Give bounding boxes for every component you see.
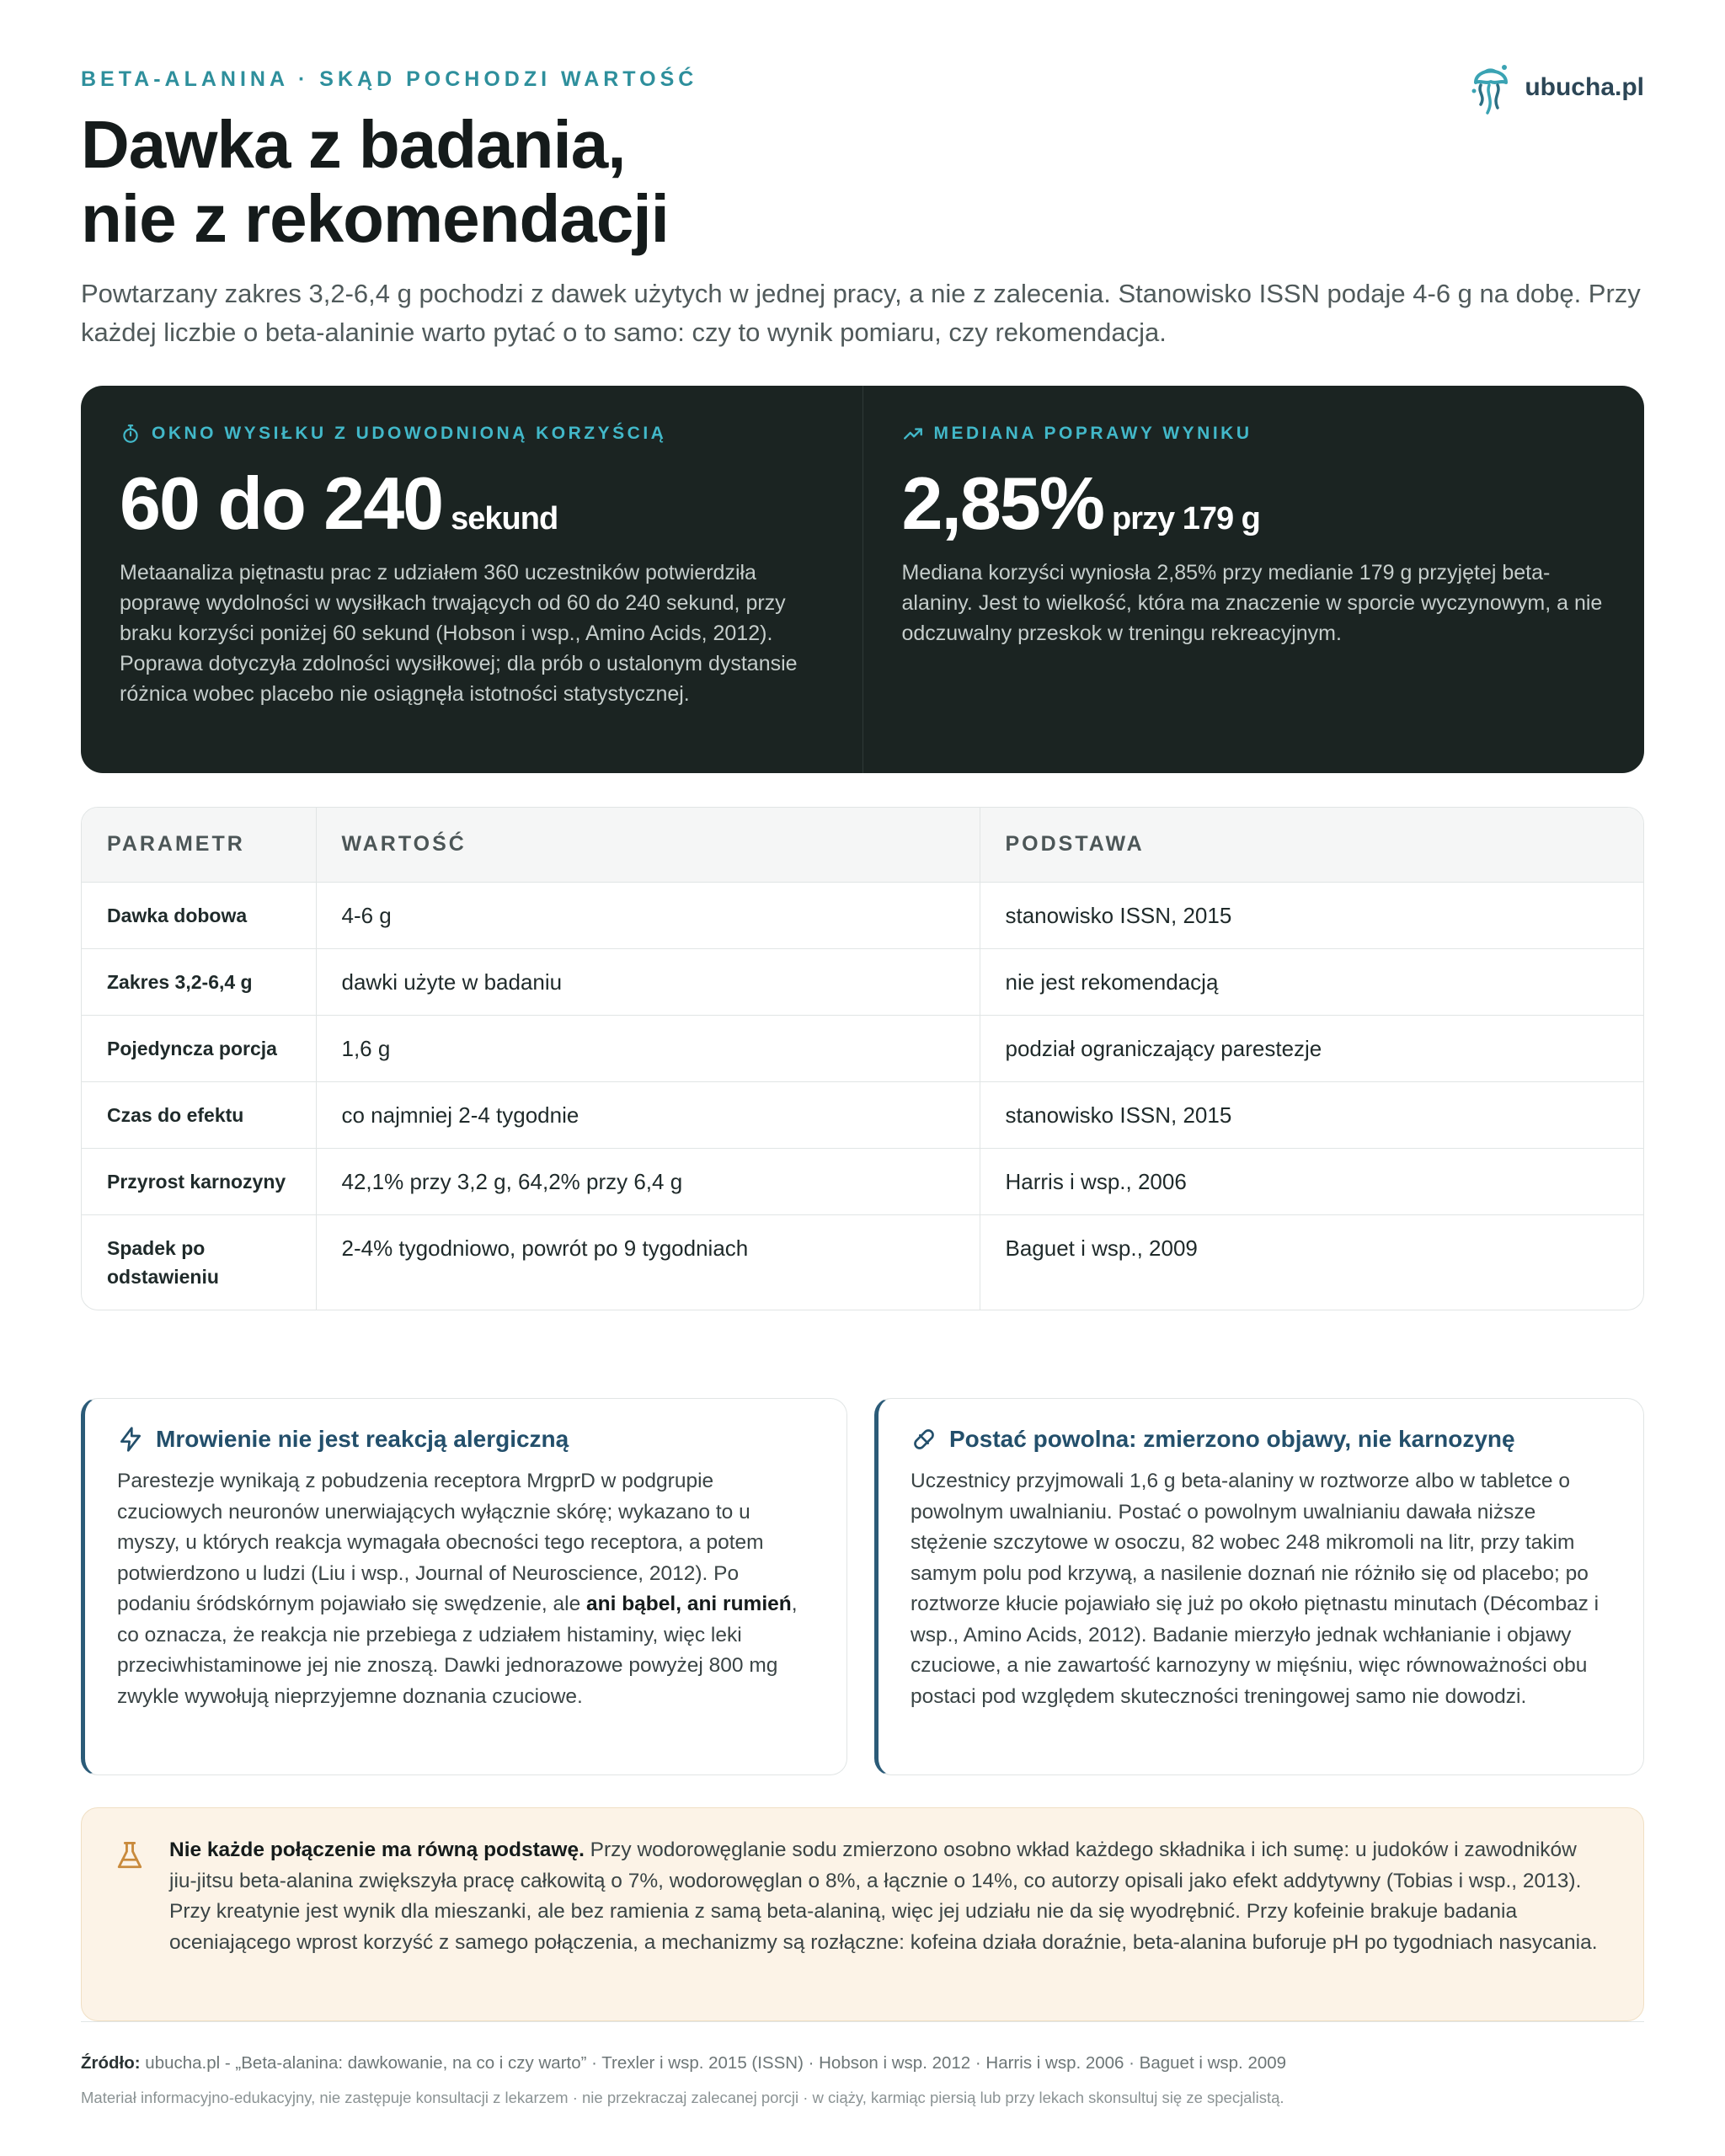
stat-label bbox=[902, 423, 1606, 445]
cell-value: 2-4% tygodniowo, powrót po 9 tygodniach bbox=[316, 1214, 980, 1310]
table-row bbox=[82, 882, 1643, 948]
card-text-part: , co oznacza, że reakcja nie przebiega z udziałem histaminy, więc leki przeciwhistaminowe jej nie znoszą. Dawki jednorazowe powyżej 800 mg zwykle wywołują nieprzyjemne doznania czuciowe. bbox=[117, 1593, 798, 1708]
cell-value: 1,6 g bbox=[316, 1015, 980, 1081]
stat-label bbox=[120, 423, 824, 445]
stat-unit: przy 179 g bbox=[1112, 501, 1260, 536]
cell-parameter: Dawka dobowa bbox=[82, 882, 316, 948]
table-row bbox=[82, 1015, 1643, 1081]
stat-number: 60 do 240 bbox=[120, 462, 443, 545]
note-text bbox=[169, 1835, 1610, 1958]
table-header-row bbox=[82, 808, 1643, 882]
jellyfish-logo-icon bbox=[1467, 57, 1514, 118]
note-heading: Nie każde połączenie ma równą podstawę. bbox=[169, 1838, 585, 1861]
stat-label-text: MEDIANA POPRAWY WYNIKU bbox=[933, 424, 1252, 443]
title-line-1: Dawka z badania, bbox=[81, 107, 626, 182]
cell-basis: Harris i wsp., 2006 bbox=[980, 1148, 1643, 1214]
table-row bbox=[82, 1081, 1643, 1148]
card-title: Mrowienie nie jest reakcją alergiczną bbox=[156, 1426, 569, 1452]
cell-value: dawki użyte w badaniu bbox=[316, 948, 980, 1015]
info-card-tingling bbox=[81, 1398, 847, 1775]
column-header-basis: PODSTAWA bbox=[980, 808, 1643, 882]
trend-up-icon bbox=[902, 423, 924, 445]
footer-divider bbox=[81, 2021, 1644, 2022]
cell-parameter: Spadek po odstawieniu bbox=[82, 1214, 316, 1310]
cell-parameter: Pojedyncza porcja bbox=[82, 1015, 316, 1081]
cell-value: 42,1% przy 3,2 g, 64,2% przy 6,4 g bbox=[316, 1148, 980, 1214]
column-header-parameter: PARAMETR bbox=[82, 808, 316, 882]
eyebrow: BETA-ALANINA · SKĄD POCHODZI WARTOŚĆ bbox=[81, 67, 698, 91]
stat-description: Mediana korzyści wyniosła 2,85% przy medianie 179 g przyjętej beta-alaniny. Jest to wielkość, która ma znaczenie w sporcie wyczynowym, a nie odczuwalny przeskok w treningu rekreacyjnym. bbox=[901, 561, 1603, 645]
card-title: Postać powolna: zmierzono objawy, nie karnozynę bbox=[949, 1426, 1515, 1452]
source-text: ubucha.pl - „Beta-alanina: dawkowanie, na co i czy warto” · Trexler i wsp. 2015 (ISSN) · Hobson i wsp. 2012 · Harris i wsp. 2006 · Baguet i wsp. 2009 bbox=[140, 2053, 1287, 2073]
cell-parameter: Przyrost karnozyny bbox=[82, 1148, 316, 1214]
combination-note bbox=[81, 1807, 1644, 2021]
brand-logo-link[interactable] bbox=[1467, 57, 1644, 118]
card-text-part: Parestezje wynikają z pobudzenia receptora MrgprD w podgrupie czuciowych neuronów unerwiających wyłącznie skórę; wykazano to u myszy, u których reakcja wymagała obecności tego receptora, a potem potwierdzono u ludzi (Liu i wsp., Journal of Neuroscience, 2012). Po podaniu śródskórnym pojawiało się swędzenie, ale bbox=[117, 1470, 764, 1615]
stat-description: Metaanaliza piętnastu prac z udziałem 360 uczestników potwierdziła poprawę wydolności w wysiłkach trwających od 60 do 240 sekund, przy braku korzyści poniżej 60 sekund (Hobson i wsp., Amino Acids, 2012). Poprawa dotyczyła zdolności wysiłkowej; dla prób o ustalonym dystansie różnica wobec placebo nie osiągnęła istotności statystycznej. bbox=[120, 561, 798, 706]
table-row bbox=[82, 1148, 1643, 1214]
card-text-emphasis: ani bąbel, ani rumień bbox=[586, 1593, 792, 1615]
column-header-value: WARTOŚĆ bbox=[316, 808, 980, 882]
info-card-slow-release bbox=[874, 1398, 1644, 1775]
title-line-2: nie z rekomendacji bbox=[81, 181, 669, 256]
cell-basis: podział ograniczający parestezje bbox=[980, 1015, 1643, 1081]
cell-basis: Baguet i wsp., 2009 bbox=[1005, 1235, 1198, 1261]
card-text bbox=[117, 1466, 816, 1712]
lead-paragraph: Powtarzany zakres 3,2-6,4 g pochodzi z dawek użytych w jednej pracy, a nie z zalecenia. Stanowisko ISSN podaje 4-6 g na dobę. Przy każdej liczbie o beta-alaninie warto pytać o to samo: czy to wynik pomiaru, czy rekomendacja. bbox=[81, 279, 1641, 347]
pill-icon bbox=[911, 1426, 937, 1453]
cell-value: 4-6 g bbox=[316, 882, 980, 948]
stopwatch-icon bbox=[120, 423, 142, 445]
stats-panel bbox=[81, 386, 1644, 773]
stat-number: 2,85% bbox=[901, 462, 1104, 545]
stat-value bbox=[120, 463, 824, 544]
card-heading bbox=[117, 1426, 816, 1453]
source-label: Źródło: bbox=[81, 2053, 141, 2073]
cell-parameter: Zakres 3,2-6,4 g bbox=[82, 948, 316, 1015]
source-line bbox=[81, 2053, 1286, 2073]
dosage-table bbox=[81, 807, 1644, 1310]
flask-icon bbox=[115, 1840, 144, 1872]
disclaimer: Materiał informacyjno-edukacyjny, nie zastępuje konsultacji z lekarzem · nie przekraczaj zalecanej porcji · w ciąży, karmiąc piersią lub przy lekach skonsultuj się ze specjalistą. bbox=[81, 2089, 1284, 2106]
stat-median-improvement bbox=[862, 386, 1645, 773]
lightning-icon bbox=[117, 1426, 144, 1453]
cell-basis: stanowisko ISSN, 2015 bbox=[980, 1081, 1643, 1148]
stat-effort-window bbox=[81, 386, 862, 773]
brand-name: ubucha.pl bbox=[1525, 73, 1644, 101]
stat-unit: sekund bbox=[451, 501, 558, 536]
cell-basis: stanowisko ISSN, 2015 bbox=[980, 882, 1643, 948]
card-text: Uczestnicy przyjmowali 1,6 g beta-alaniny w roztworze albo w tabletce o powolnym uwalnianiu. Postać o powolnym uwalnianiu dawała niższe stężenie szczytowe w osoczu, 82 wobec 248 mikromoli na litr, przy takim samym polu pod krzywą, a nasilenie doznań nie różniło się od placebo; po roztworze kłucie pojawiało się już po około piętnastu minutach (Décombaz i wsp., Amino Acids, 2012). Badanie mierzyło jednak wchłanianie i objawy czuciowe, a nie zawartość karnozyny w mięśniu, więc równoważności obu postaci pod względem skuteczności treningowej samo nie dowodzi. bbox=[911, 1470, 1599, 1708]
table-row bbox=[82, 1214, 1643, 1310]
cell-basis: nie jest rekomendacją bbox=[980, 948, 1643, 1015]
cell-value: co najmniej 2-4 tygodnie bbox=[316, 1081, 980, 1148]
page-title bbox=[81, 108, 669, 256]
stat-label-text: OKNO WYSIŁKU Z UDOWODNIONĄ KORZYŚCIĄ bbox=[152, 424, 667, 443]
cell-parameter: Czas do efektu bbox=[82, 1081, 316, 1148]
card-heading bbox=[911, 1426, 1613, 1453]
stat-value bbox=[902, 463, 1606, 544]
table-row bbox=[82, 948, 1643, 1015]
note-body: Przy wodorowęglanie sodu zmierzono osobno wkład każdego składnika i ich sumę: u judoków i zawodników jiu-jitsu beta-alanina zwiększyła pracę całkowitą o 7%, wodorowęglan o 8%, a łącznie o 14%, co autorzy opisali jako efekt addytywny (Tobias i wsp., 2013). Przy kreatynie jest wynik dla mieszanki, ale bez ramienia z samą beta-alaniną, więc jej udziału nie da się wyodrębnić. Przy kofeinie brakuje badania oceniającego wprost korzyść z samego połączenia, a mechanizmy są rozłączne: kofeina działa doraźnie, beta-alanina buforuje pH po tygodniach nasycania. bbox=[169, 1838, 1598, 1954]
